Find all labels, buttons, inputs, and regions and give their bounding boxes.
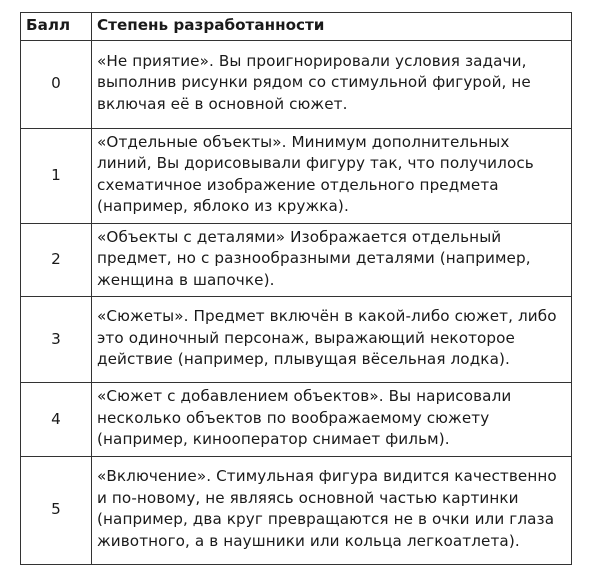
description-cell: «Объекты с деталями» Изображается отдельный предмет, но с разнообразными деталями (например, женщина в шапочке). <box>92 223 572 297</box>
table-row <box>21 383 572 457</box>
table-row <box>21 297 572 383</box>
score-cell: 0 <box>21 40 92 128</box>
description-cell: «Отдельные объекты». Минимум дополнительных линий, Вы дорисовывали фигуру так, что получилось схематичное изображение отдельного предмета (например, яблоко из кружка). <box>92 128 572 223</box>
table-row <box>21 456 572 564</box>
description-cell: «Не приятие». Вы проигнорировали условия задачи, выполнив рисунки рядом со стимульной фигурой, не включая её в основной сюжет. <box>92 40 572 128</box>
table-row <box>21 223 572 297</box>
score-cell: 2 <box>21 223 92 297</box>
description-cell: «Сюжет с добавлением объектов». Вы нарисовали несколько объектов по воображаемому сюжету (например, кинооператор снимает фильм). <box>92 383 572 457</box>
column-header-score: Балл <box>21 13 92 41</box>
table-header-row <box>21 13 572 41</box>
description-cell: «Включение». Стимульная фигура видится качественно и по-новому, не являясь основной частью картинки (например, два круг превращаются не в очки или глаза животного, а в наушники или кольца легкоатлета). <box>92 456 572 564</box>
score-cell: 5 <box>21 456 92 564</box>
table-row <box>21 128 572 223</box>
scoring-table <box>20 12 572 565</box>
description-cell: «Сюжеты». Предмет включён в какой-либо сюжет, либо это одиночный персонаж, выражающий некоторое действие (например, плывущая вёсельная лодка). <box>92 297 572 383</box>
table-row <box>21 40 572 128</box>
score-cell: 3 <box>21 297 92 383</box>
column-header-description: Степень разработанности <box>92 13 572 41</box>
score-cell: 4 <box>21 383 92 457</box>
score-cell: 1 <box>21 128 92 223</box>
